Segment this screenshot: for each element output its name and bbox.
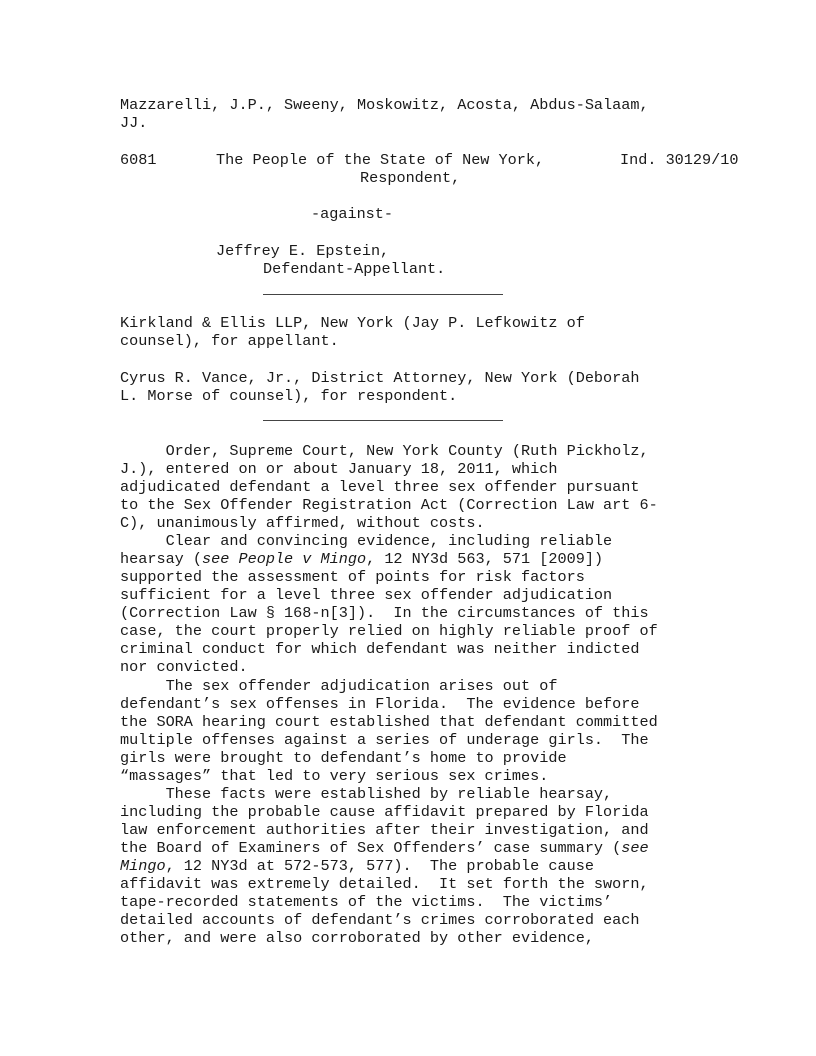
divider-rule xyxy=(263,294,503,295)
body-line: detailed accounts of defendant’s crimes corroborated each xyxy=(120,911,640,929)
body-line: “massages” that led to very serious sex crimes. xyxy=(120,767,549,785)
body-line: including the probable cause affidavit prepared by Florida xyxy=(120,803,649,821)
body-line: J.), entered on or about January 18, 2011, which xyxy=(120,460,558,478)
body-line: girls were brought to defendant’s home to provide xyxy=(120,749,567,767)
body-line xyxy=(120,839,649,857)
body-line: C), unanimously affirmed, without costs. xyxy=(120,514,485,532)
body-line: the SORA hearing court established that defendant committed xyxy=(120,713,658,731)
body-text: the Board of Examiners of Sex Offenders’ case summary ( xyxy=(120,839,622,857)
plaintiff-role: Respondent, xyxy=(360,169,461,187)
body-line: tape-recorded statements of the victims. The victims’ xyxy=(120,893,613,911)
body-line: case, the court properly relied on highly reliable proof of xyxy=(120,622,658,640)
citation-signal: see People v Mingo xyxy=(202,550,367,568)
panel-line-2: JJ. xyxy=(120,114,148,132)
citation-case-name: Mingo xyxy=(120,857,166,875)
body-line xyxy=(120,857,594,875)
citation-signal: see xyxy=(621,839,649,857)
body-line: criminal conduct for which defendant was neither indicted xyxy=(120,640,640,658)
appellant-counsel-line-2: counsel), for appellant. xyxy=(120,332,339,350)
body-line: affidavit was extremely detailed. It set forth the sworn, xyxy=(120,875,649,893)
body-line: other, and were also corroborated by other evidence, xyxy=(120,929,594,947)
body-line: supported the assessment of points for risk factors xyxy=(120,568,585,586)
respondent-counsel-line-2: L. Morse of counsel), for respondent. xyxy=(120,387,458,405)
body-line: The sex offender adjudication arises out of xyxy=(120,677,558,695)
body-text: hearsay ( xyxy=(120,550,203,568)
respondent-counsel-line-1: Cyrus R. Vance, Jr., District Attorney, New York (Deborah xyxy=(120,369,640,387)
body-line: multiple offenses against a series of underage girls. The xyxy=(120,731,649,749)
body-line: to the Sex Offender Registration Act (Correction Law art 6- xyxy=(120,496,658,514)
defendant-role: Defendant-Appellant. xyxy=(263,260,446,278)
index-number: Ind. 30129/10 xyxy=(620,151,739,169)
body-line xyxy=(120,550,603,568)
body-line: Clear and convincing evidence, including reliable xyxy=(120,532,613,550)
appellant-counsel-line-1: Kirkland & Ellis LLP, New York (Jay P. Lefkowitz of xyxy=(120,314,585,332)
body-line: (Correction Law § 168-n[3]). In the circumstances of this xyxy=(120,604,649,622)
against-label: -against- xyxy=(311,205,394,223)
divider-rule xyxy=(263,420,503,421)
body-line: These facts were established by reliable hearsay, xyxy=(120,785,613,803)
body-text: , 12 NY3d 563, 571 [2009]) xyxy=(366,550,604,568)
body-line: Order, Supreme Court, New York County (Ruth Pickholz, xyxy=(120,442,649,460)
plaintiff-name: The People of the State of New York, xyxy=(216,151,545,169)
body-line: sufficient for a level three sex offender adjudication xyxy=(120,586,613,604)
body-line: nor convicted. xyxy=(120,658,248,676)
body-line: defendant’s sex offenses in Florida. The evidence before xyxy=(120,695,640,713)
defendant-name: Jeffrey E. Epstein, xyxy=(216,242,390,260)
case-number: 6081 xyxy=(120,151,157,169)
panel-line-1: Mazzarelli, J.P., Sweeny, Moskowitz, Acosta, Abdus-Salaam, xyxy=(120,96,649,114)
body-text: , 12 NY3d at 572-573, 577). The probable cause xyxy=(165,857,594,875)
body-line: adjudicated defendant a level three sex offender pursuant xyxy=(120,478,640,496)
body-line: law enforcement authorities after their investigation, and xyxy=(120,821,649,839)
